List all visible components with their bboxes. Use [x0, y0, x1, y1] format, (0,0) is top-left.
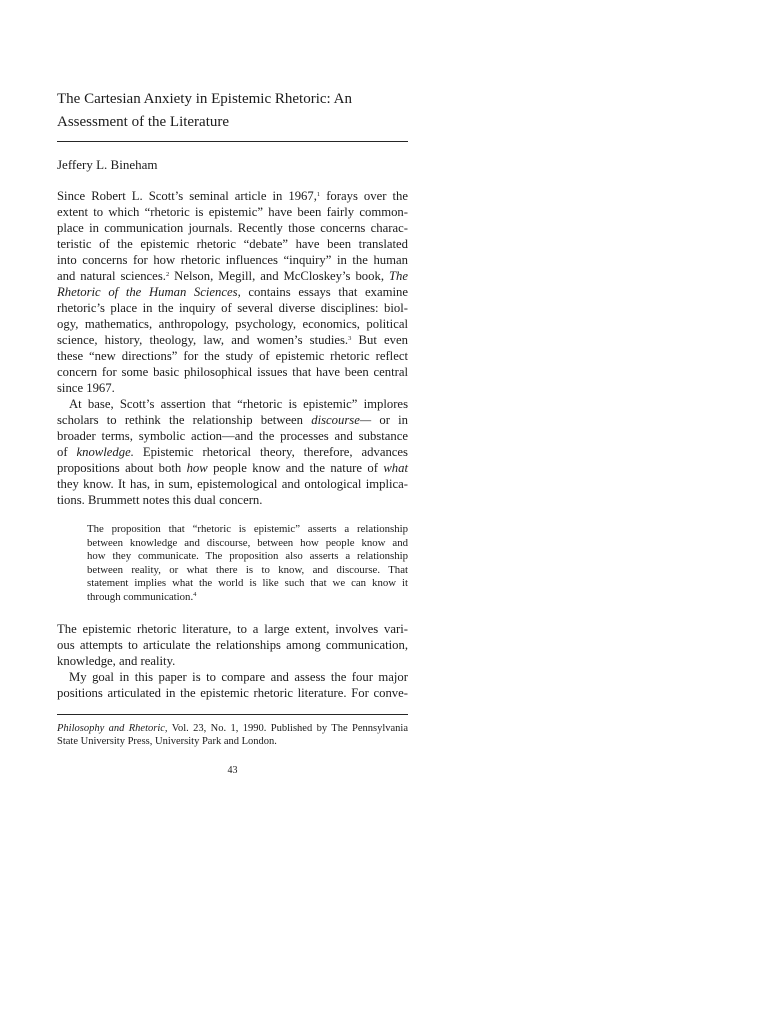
quote-line: how they communicate. The proposition also asserts a relationship — [87, 550, 408, 563]
text-line: broader terms, symbolic action—and the processes and substance — [57, 429, 408, 443]
text-run: people know and the nature of — [207, 461, 384, 475]
text-line: extent to which “rhetoric is epistemic” have been fairly common- — [57, 205, 408, 219]
text-run: contains essays that examine — [240, 285, 408, 299]
body-text — [57, 188, 408, 508]
text-run: through communication. — [87, 590, 194, 603]
text-line: ous attempts to articulate the relationships among communication, — [57, 638, 408, 652]
paragraph — [57, 621, 408, 669]
text-line — [57, 284, 408, 300]
footnote-marker: 4 — [193, 590, 197, 598]
text-line — [57, 444, 408, 460]
paragraph — [57, 396, 408, 508]
italic-text: The — [388, 269, 408, 283]
footnote-marker: 3 — [348, 335, 352, 342]
text-run: propositions about both — [57, 461, 187, 475]
paragraph — [57, 188, 408, 396]
text-line — [57, 268, 408, 284]
footnote-marker: 2 — [165, 271, 170, 278]
author-name: Jeffery L. Bineham — [57, 157, 158, 172]
text-run: Nelson, Megill, and McCloskey’s book, — [169, 269, 389, 283]
quote-line: The proposition that “rhetoric is epistemic” asserts a relationship — [87, 523, 408, 535]
text-run: and natural sciences. — [57, 269, 166, 283]
article-title — [57, 88, 408, 134]
text-line: these “new directions” for the study of epistemic rhetoric reflect — [57, 349, 408, 363]
italic-text: discourse— — [311, 413, 372, 427]
text-run: forays over the — [320, 189, 408, 203]
text-line — [57, 188, 408, 204]
text-line — [57, 332, 408, 348]
text-run: scholars to rethink the relationship between — [57, 413, 312, 427]
text-run: of — [57, 445, 77, 459]
text-line: positions articulated in the epistemic rhetoric literature. For conve- — [57, 686, 408, 700]
text-run: science, history, theology, law, and women’s studies. — [57, 333, 349, 347]
quote-line: between knowledge and discourse, between how people know and — [87, 536, 408, 549]
text-line — [57, 412, 408, 428]
text-line: The epistemic rhetoric literature, to a large extent, involves vari- — [57, 622, 408, 636]
body-text — [57, 621, 408, 701]
text-line: rhetoric’s place in the inquiry of several diverse disciplines: biol- — [57, 301, 408, 315]
text-line: concern for some basic philosophical issues that have been central — [57, 365, 408, 379]
text-line — [57, 460, 408, 476]
footer-rule — [57, 714, 408, 715]
quote-line: between reality, or what there is to know, and discourse. That — [87, 563, 408, 576]
text-line: since 1967. — [57, 381, 115, 395]
text-line: they know. It has, in sum, epistemological and ontological implica- — [57, 477, 408, 491]
text-line: tions. Brummett notes this dual concern. — [57, 493, 263, 507]
quote-line: statement implies what the world is like such that we can know it — [87, 577, 408, 590]
block-quote — [87, 523, 408, 605]
text-line: knowledge, and reality. — [57, 654, 176, 668]
text-line: ogy, mathematics, anthropology, psychology, economics, political — [57, 317, 408, 331]
text-line: At base, Scott’s assertion that “rhetoric is epistemic” implores — [69, 397, 408, 411]
page-number: 43 — [227, 765, 238, 776]
text-run: Vol. 23, No. 1, 1990. Published by The Pennsylvania — [167, 723, 409, 734]
footnote-marker: 1 — [316, 191, 321, 198]
footer-line — [57, 722, 408, 735]
text-line: teristic of the epistemic rhetoric “debate” have been translated — [57, 237, 408, 251]
italic-text: how — [186, 461, 208, 475]
text-run: But even — [351, 333, 408, 347]
text-line: place in communication journals. Recently those concerns charac- — [57, 221, 408, 235]
title-line: The Cartesian Anxiety in Epistemic Rhetoric: An — [57, 91, 352, 107]
text-run: Epistemic rhetorical theory, therefore, advances — [133, 445, 408, 459]
paragraph — [57, 669, 408, 701]
footer-line: State University Press, University Park and London. — [57, 736, 277, 747]
italic-text: knowledge. — [76, 445, 134, 459]
text-run: or in — [371, 413, 408, 427]
text-line: My goal in this paper is to compare and assess the four major — [69, 670, 408, 684]
text-line: into concerns for how rhetoric influences “inquiry” in the human — [57, 253, 408, 267]
italic-text: Rhetoric of the Human Sciences, — [57, 285, 241, 299]
quote-line — [87, 591, 408, 605]
title-rule — [57, 141, 408, 142]
publication-info — [57, 722, 408, 748]
journal-name: Philosophy and Rhetoric, — [57, 723, 168, 734]
italic-text: what — [383, 461, 409, 475]
text-run: Since Robert L. Scott’s seminal article in 1967, — [57, 189, 317, 203]
title-line: Assessment of the Literature — [57, 114, 230, 130]
